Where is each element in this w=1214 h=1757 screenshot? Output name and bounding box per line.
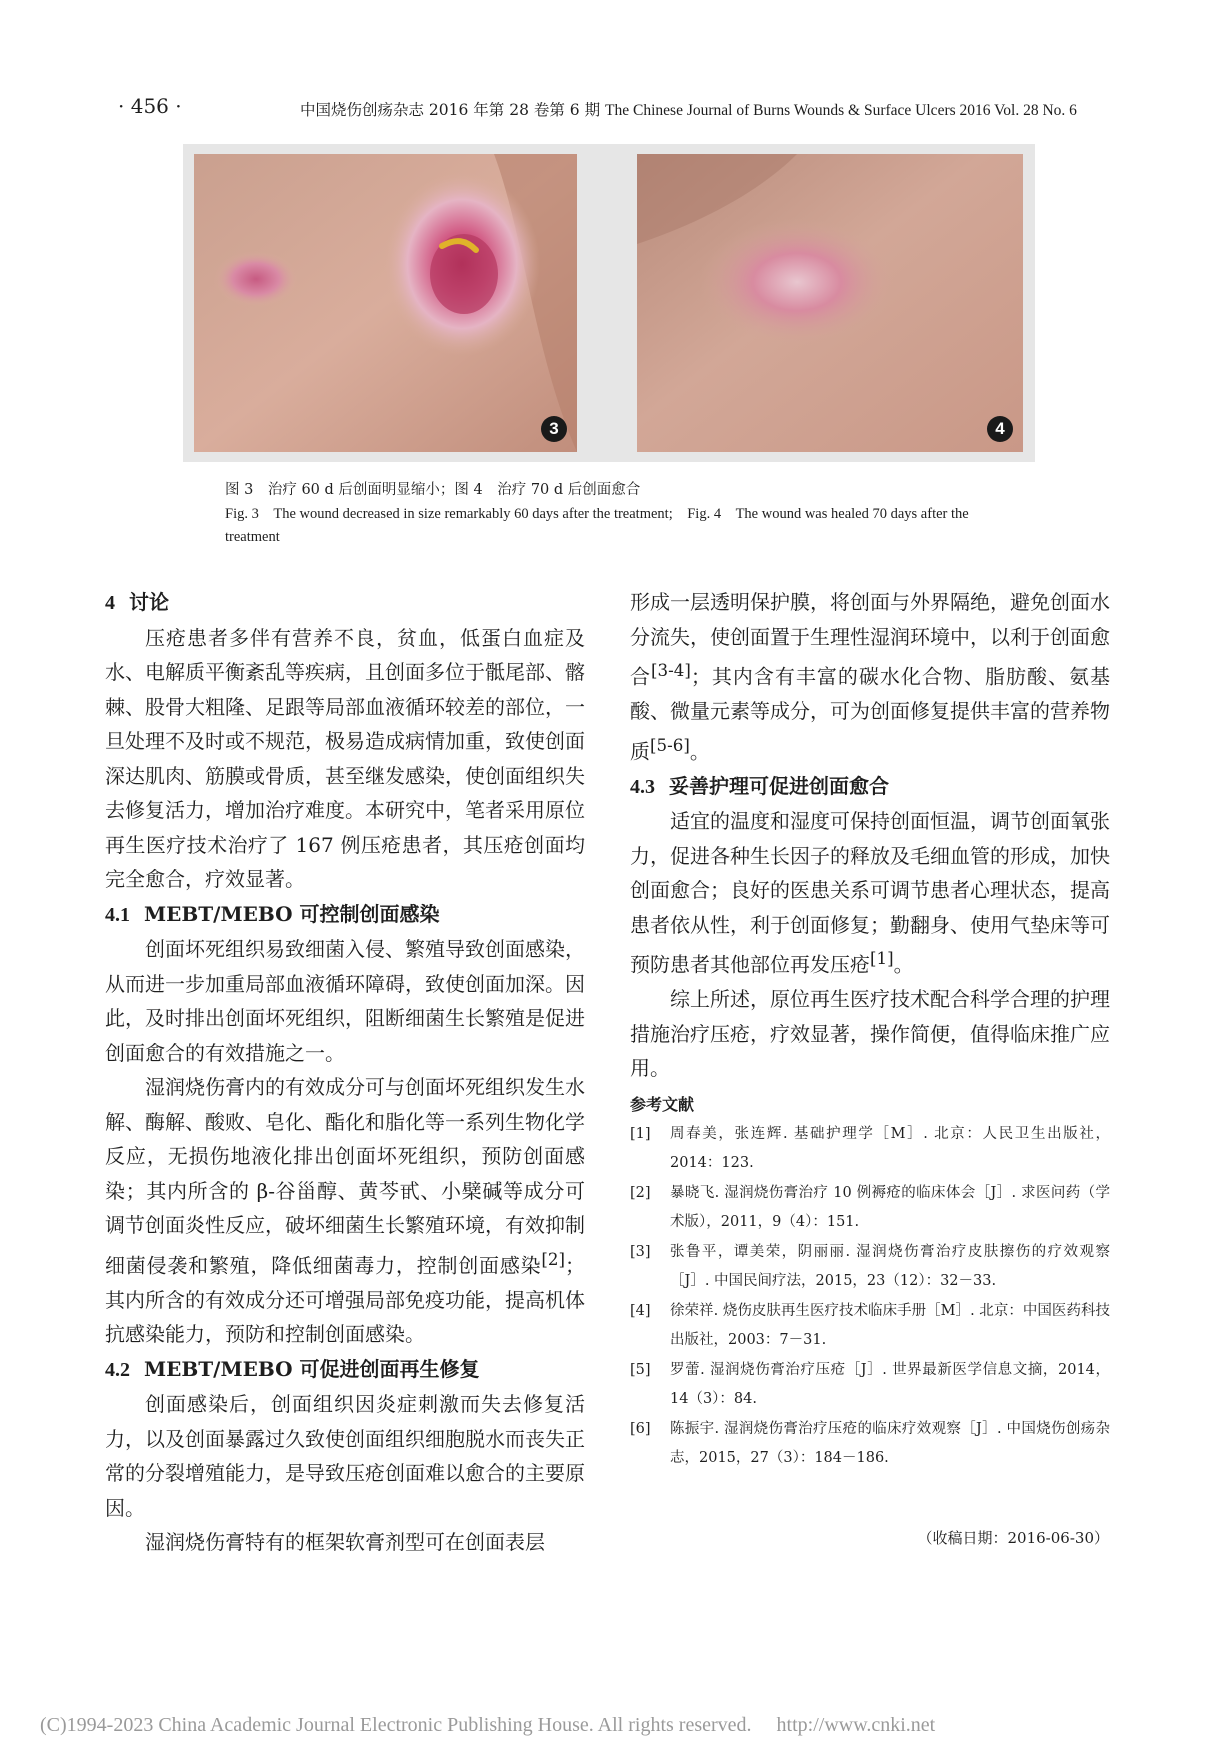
reference-text: 暴晓飞. 湿润烧伤膏治疗 10 例褥疮的临床体会［J］. 求医问药（学术版），2011，9（4）：151. xyxy=(670,1184,1110,1230)
citation: [1] xyxy=(870,949,894,969)
wound-photo-fig4 xyxy=(637,154,1023,452)
section-title: 讨论 xyxy=(129,590,169,614)
paragraph-text: 形成一层透明保护膜，将创面与外界隔绝，避免创面水分流失，使创面置于生理性湿润环境中，以利于创面愈合 xyxy=(630,590,1110,689)
reference-text: 罗蕾. 湿润烧伤膏治疗压疮［J］. 世界最新医学信息文摘，2014，14（3）：84. xyxy=(670,1361,1110,1407)
left-column xyxy=(105,585,585,1560)
section-4-3-heading xyxy=(630,769,1110,805)
paragraph xyxy=(630,585,1110,769)
references-heading: 参考文献 xyxy=(630,1094,695,1114)
paragraph: 创面感染后，创面组织因炎症刺激而失去修复活力，以及创面暴露过久致使创面组织细胞脱水而丧失正常的分裂增殖能力，是导致压疮创面难以愈合的主要原因。 xyxy=(105,1392,585,1520)
figure-caption-cn: 图 3 治疗 60 d 后创面明显缩小；图 4 治疗 70 d 后创面愈合 xyxy=(225,482,641,498)
reference-text: 张鲁平，谭美荣，阴丽丽. 湿润烧伤膏治疗皮肤擦伤的疗效观察［J］. 中国民间疗法，2015，23（12）：32－33. xyxy=(670,1243,1110,1289)
reference-item xyxy=(630,1297,1110,1355)
received-date: （收稿日期：2016-06-30） xyxy=(917,1529,1109,1547)
figure-panel xyxy=(183,144,1035,462)
reference-index: [3] xyxy=(630,1243,651,1260)
section-title: MEBT/MEBO 可促进创面再生修复 xyxy=(144,1356,480,1381)
journal-title-cn: 中国烧伤创疡杂志 2016 年第 28 卷第 6 期 xyxy=(300,101,601,119)
section-4-heading xyxy=(105,585,585,621)
reference-item xyxy=(630,1356,1110,1414)
reference-list xyxy=(630,1120,1110,1473)
reference-item xyxy=(630,1415,1110,1473)
section-number: 4.1 xyxy=(105,903,130,926)
running-header xyxy=(300,98,1077,120)
paragraph-text: 。 xyxy=(689,739,710,764)
paragraph: 创面坏死组织易致细菌入侵、繁殖导致创面感染，从而进一步加重局部血液循环障碍，致使创面加深。因此，及时排出创面坏死组织，阻断细菌生长繁殖是促进创面愈合的有效措施之一。 xyxy=(105,937,585,1065)
figure-3-badge: 3 xyxy=(541,416,567,442)
paragraph: 湿润烧伤膏特有的框架软膏剂型可在创面表层 xyxy=(145,1530,545,1555)
paragraph-text: 湿润烧伤膏内的有效成分可与创面坏死组织发生水解、酶解、酸败、皂化、酯化和脂化等一系列生物化学反应，无损伤地液化排出创面坏死组织，预防创面感染；其内所含的 β-谷甾醇、黄芩甙、小檗碱等成分可调节创面炎性反应，破坏细菌生长繁殖环境，有效抑制细菌侵袭和繁殖，降低细菌毒力，控制创面感染 xyxy=(105,1075,585,1278)
section-number: 4.2 xyxy=(105,1358,130,1381)
journal-title-en: The Chinese Journal of Burns Wounds & Surface Ulcers 2016 Vol. 28 No. 6 xyxy=(605,102,1077,119)
figure-4-badge: 4 xyxy=(987,416,1013,442)
citation: [2] xyxy=(541,1249,565,1269)
paragraph-text: ；其内含有丰富的碳水化合物、脂肪酸、氨基酸、微量元素等成分，可为创面修复提供丰富的营养物质 xyxy=(630,664,1111,764)
page-number: · 456 · xyxy=(118,94,182,118)
reference-item xyxy=(630,1120,1110,1178)
paragraph xyxy=(105,1070,585,1352)
right-column xyxy=(630,585,1110,1474)
reference-index: [1] xyxy=(630,1125,651,1142)
reference-index: [4] xyxy=(630,1302,651,1319)
reference-item xyxy=(630,1179,1110,1237)
paragraph-text: ；其内所含的有效成分还可增强局部免疫功能，提高机体抗感染能力，预防和控制创面感染。 xyxy=(105,1253,585,1347)
wound-photo-fig3 xyxy=(194,154,577,452)
paragraph-text: 。 xyxy=(893,952,914,977)
citation: [3-4] xyxy=(651,661,691,680)
section-title: 妥善护理可促进创面愈合 xyxy=(669,773,889,798)
figure-caption-en: Fig. 3 The wound decreased in size remarkably 60 days after the treatment; Fig. 4 The wound was healed 70 days after the treatment xyxy=(225,506,969,545)
paragraph xyxy=(630,804,1110,982)
paragraph-text: 适宜的温度和湿度可保持创面恒温，调节创面氧张力，促进各种生长因子的释放及毛细血管的形成，加快创面愈合；良好的医患关系可调节患者心理状态，提高患者依从性，利于创面修复；勤翻身、使用气垫床等可预防患者其他部位再发压疮 xyxy=(630,809,1110,977)
paragraph: 综上所述，原位再生医疗技术配合科学合理的护理措施治疗压疮，疗效显著，操作简便，值得临床推广应用。 xyxy=(630,987,1110,1081)
section-number: 4.3 xyxy=(630,775,655,798)
section-4-1-heading xyxy=(105,897,585,933)
reference-index: [2] xyxy=(630,1184,651,1201)
reference-text: 徐荣祥. 烧伤皮肤再生医疗技术临床手册［M］. 北京：中国医药科技出版社，2003：7－31. xyxy=(670,1302,1110,1348)
section-title: MEBT/MEBO 可控制创面感染 xyxy=(144,901,440,926)
copyright-footer: (C)1994-2023 China Academic Journal Electronic Publishing House. All rights reserved. http://www.cnki.net xyxy=(40,1714,936,1736)
reference-item xyxy=(630,1238,1110,1296)
citation: [5-6] xyxy=(650,735,690,755)
reference-text: 周春美，张连辉. 基础护理学［M］. 北京：人民卫生出版社，2014：123. xyxy=(670,1125,1110,1171)
reference-index: [5] xyxy=(630,1361,651,1378)
section-number: 4 xyxy=(105,592,115,614)
paragraph: 压疮患者多伴有营养不良，贫血，低蛋白血症及水、电解质平衡紊乱等疾病，且创面多位于骶尾部、髂棘、股骨大粗隆、足跟等局部血液循环较差的部位，一旦处理不及时或不规范，极易造成病情加重，致使创面深达肌肉、筋膜或骨质，甚至继发感染，使创面组织失去修复活力，增加治疗难度。本研究中，笔者采用原位再生医疗技术治疗了 167 例压疮患者，其压疮创面均完全愈合，疗效显著。 xyxy=(105,625,585,891)
reference-text: 陈振宇. 湿润烧伤膏治疗压疮的临床疗效观察［J］. 中国烧伤创疡杂志，2015，27（3）：184－186. xyxy=(670,1420,1110,1466)
reference-index: [6] xyxy=(630,1420,651,1437)
section-4-2-heading xyxy=(105,1352,585,1388)
